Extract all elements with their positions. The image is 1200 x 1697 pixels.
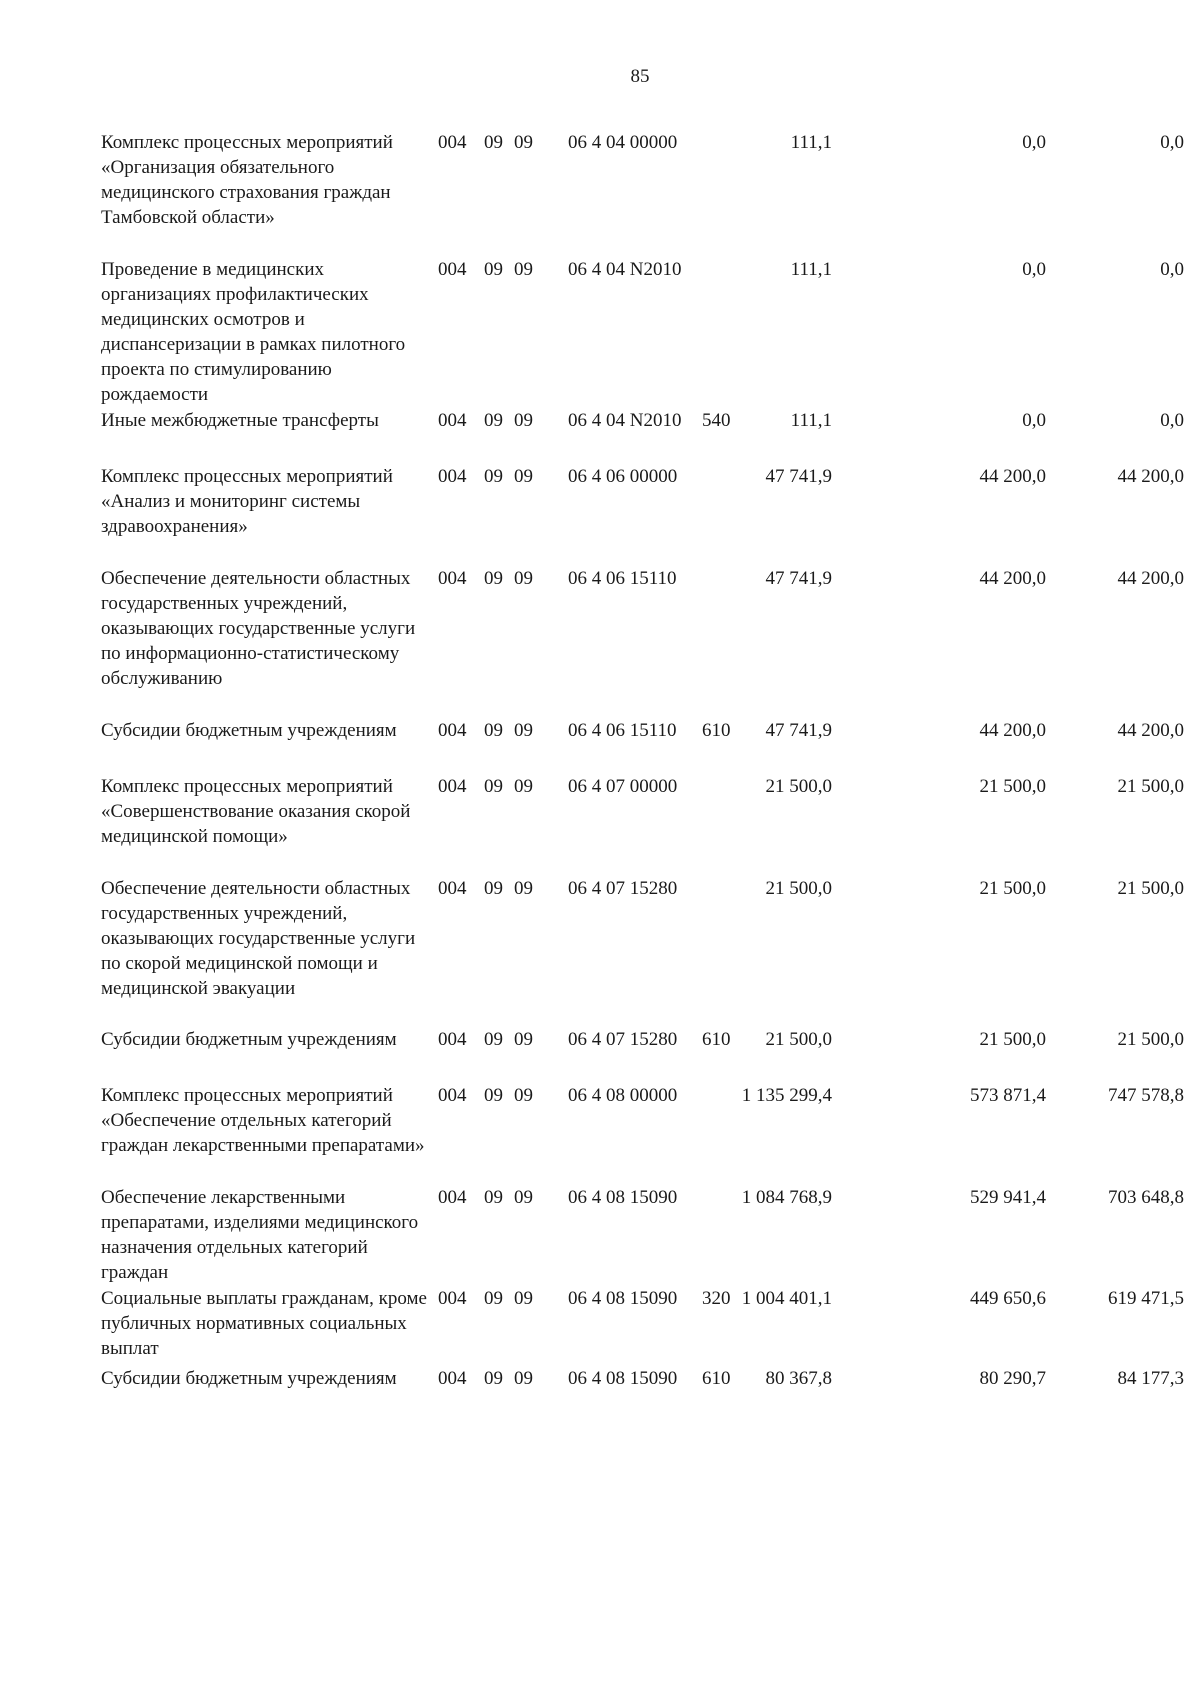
row-pr: 09 bbox=[514, 568, 533, 589]
row-rz: 09 bbox=[484, 878, 503, 899]
row-name: Социальные выплаты гражданам, кроме публичных нормативных социальных выплат bbox=[101, 1288, 427, 1359]
row-name: Субсидии бюджетным учреждениям bbox=[101, 720, 397, 741]
row-pr: 09 bbox=[514, 1288, 533, 1309]
row-rz: 09 bbox=[484, 1288, 503, 1309]
row-value-1: 111,1 bbox=[790, 132, 832, 153]
row-rz: 09 bbox=[484, 1029, 503, 1050]
row-gr: 004 bbox=[438, 466, 467, 487]
row-gr: 004 bbox=[438, 1085, 467, 1106]
row-pr: 09 bbox=[514, 132, 533, 153]
row-value-2: 21 500,0 bbox=[979, 776, 1046, 797]
row-vr: 540 bbox=[702, 410, 731, 431]
row-value-3: 44 200,0 bbox=[1117, 466, 1184, 487]
row-name: Комплекс процессных мероприятий «Обеспечение отдельных категорий граждан лекарственными препаратами» bbox=[101, 1085, 425, 1156]
row-pr: 09 bbox=[514, 410, 533, 431]
row-pr: 09 bbox=[514, 720, 533, 741]
row-value-2: 44 200,0 bbox=[979, 720, 1046, 741]
row-value-2: 449 650,6 bbox=[970, 1288, 1046, 1309]
row-value-3: 0,0 bbox=[1160, 410, 1184, 431]
row-rz: 09 bbox=[484, 466, 503, 487]
row-value-2: 0,0 bbox=[1022, 410, 1046, 431]
row-value-1: 111,1 bbox=[790, 410, 832, 431]
row-value-1: 21 500,0 bbox=[765, 776, 832, 797]
row-vr: 320 bbox=[702, 1288, 731, 1309]
row-name: Обеспечение деятельности областных государственных учреждений, оказывающих государственные услуги по скорой медицинской помощи и медицинской эвакуации bbox=[101, 878, 416, 999]
row-name: Субсидии бюджетным учреждениям bbox=[101, 1029, 397, 1050]
row-value-1: 1 135 299,4 bbox=[741, 1085, 832, 1106]
table-row bbox=[101, 1286, 1184, 1366]
table-row bbox=[101, 1366, 1184, 1422]
row-value-2: 44 200,0 bbox=[979, 568, 1046, 589]
row-value-2: 0,0 bbox=[1022, 132, 1046, 153]
row-rz: 09 bbox=[484, 259, 503, 280]
row-rz: 09 bbox=[484, 776, 503, 797]
row-value-3: 0,0 bbox=[1160, 132, 1184, 153]
row-cs: 06 4 08 15090 bbox=[568, 1288, 678, 1309]
row-gr: 004 bbox=[438, 1288, 467, 1309]
row-cs: 06 4 07 00000 bbox=[568, 776, 678, 797]
row-value-1: 47 741,9 bbox=[765, 466, 832, 487]
row-name: Проведение в медицинских организациях профилактических медицинских осмотров и диспансеризации в рамках пилотного проекта по стимулированию рождаемости bbox=[101, 259, 406, 405]
row-value-2: 0,0 bbox=[1022, 259, 1046, 280]
row-value-2: 80 290,7 bbox=[979, 1368, 1046, 1389]
row-value-1: 80 367,8 bbox=[765, 1368, 832, 1389]
row-name: Комплекс процессных мероприятий «Анализ и мониторинг системы здравоохранения» bbox=[101, 466, 393, 537]
row-pr: 09 bbox=[514, 1085, 533, 1106]
row-gr: 004 bbox=[438, 259, 467, 280]
table-row bbox=[101, 774, 1184, 876]
row-name: Комплекс процессных мероприятий «Организация обязательного медицинского страхования граждан Тамбовской области» bbox=[101, 132, 393, 228]
row-value-3: 21 500,0 bbox=[1117, 776, 1184, 797]
table-row bbox=[101, 1027, 1184, 1083]
row-value-2: 529 941,4 bbox=[970, 1187, 1046, 1208]
row-name: Обеспечение лекарственными препаратами, изделиями медицинского назначения отдельных категорий граждан bbox=[101, 1187, 419, 1283]
row-value-2: 21 500,0 bbox=[979, 1029, 1046, 1050]
row-vr: 610 bbox=[702, 720, 731, 741]
row-vr: 610 bbox=[702, 1029, 731, 1050]
row-gr: 004 bbox=[438, 410, 467, 431]
row-rz: 09 bbox=[484, 1085, 503, 1106]
row-cs: 06 4 06 15110 bbox=[568, 568, 677, 589]
row-name: Комплекс процессных мероприятий «Совершенствование оказания скорой медицинской помощи» bbox=[101, 776, 411, 847]
table-row bbox=[101, 566, 1184, 718]
table-row bbox=[101, 1185, 1184, 1286]
row-value-3: 703 648,8 bbox=[1108, 1187, 1184, 1208]
row-rz: 09 bbox=[484, 1368, 503, 1389]
row-cs: 06 4 07 15280 bbox=[568, 878, 678, 899]
row-cs: 06 4 07 15280 bbox=[568, 1029, 678, 1050]
row-cs: 06 4 08 15090 bbox=[568, 1368, 678, 1389]
page-number: 85 bbox=[630, 66, 650, 87]
budget-table bbox=[101, 130, 1184, 1422]
row-value-3: 44 200,0 bbox=[1117, 568, 1184, 589]
row-vr: 610 bbox=[702, 1368, 731, 1389]
row-value-2: 21 500,0 bbox=[979, 878, 1046, 899]
row-rz: 09 bbox=[484, 410, 503, 431]
row-name: Иные межбюджетные трансферты bbox=[101, 410, 379, 431]
row-value-1: 47 741,9 bbox=[765, 568, 832, 589]
row-gr: 004 bbox=[438, 1368, 467, 1389]
row-value-3: 0,0 bbox=[1160, 259, 1184, 280]
row-value-2: 573 871,4 bbox=[970, 1085, 1046, 1106]
row-value-3: 21 500,0 bbox=[1117, 878, 1184, 899]
row-value-3: 619 471,5 bbox=[1108, 1288, 1184, 1309]
row-value-2: 44 200,0 bbox=[979, 466, 1046, 487]
row-value-3: 747 578,8 bbox=[1108, 1085, 1184, 1106]
row-cs: 06 4 04 N2010 bbox=[568, 259, 682, 280]
row-pr: 09 bbox=[514, 1368, 533, 1389]
row-cs: 06 4 06 00000 bbox=[568, 466, 678, 487]
row-gr: 004 bbox=[438, 132, 467, 153]
row-value-1: 111,1 bbox=[790, 259, 832, 280]
row-name: Субсидии бюджетным учреждениям bbox=[101, 1368, 397, 1389]
table-row bbox=[101, 718, 1184, 774]
row-value-1: 21 500,0 bbox=[765, 1029, 832, 1050]
table-row bbox=[101, 257, 1184, 408]
row-pr: 09 bbox=[514, 1187, 533, 1208]
table-row bbox=[101, 464, 1184, 566]
row-name: Обеспечение деятельности областных государственных учреждений, оказывающих государственные услуги по информационно-статистическому обслуживанию bbox=[101, 568, 416, 689]
row-cs: 06 4 08 15090 bbox=[568, 1187, 678, 1208]
row-gr: 004 bbox=[438, 568, 467, 589]
row-gr: 004 bbox=[438, 1029, 467, 1050]
row-pr: 09 bbox=[514, 1029, 533, 1050]
row-pr: 09 bbox=[514, 878, 533, 899]
row-rz: 09 bbox=[484, 568, 503, 589]
row-pr: 09 bbox=[514, 776, 533, 797]
row-pr: 09 bbox=[514, 259, 533, 280]
row-gr: 004 bbox=[438, 720, 467, 741]
row-rz: 09 bbox=[484, 720, 503, 741]
row-value-1: 21 500,0 bbox=[765, 878, 832, 899]
row-value-3: 21 500,0 bbox=[1117, 1029, 1184, 1050]
row-pr: 09 bbox=[514, 466, 533, 487]
row-rz: 09 bbox=[484, 1187, 503, 1208]
row-value-1: 47 741,9 bbox=[765, 720, 832, 741]
row-cs: 06 4 04 00000 bbox=[568, 132, 678, 153]
row-cs: 06 4 04 N2010 bbox=[568, 410, 682, 431]
row-cs: 06 4 08 00000 bbox=[568, 1085, 678, 1106]
row-value-3: 44 200,0 bbox=[1117, 720, 1184, 741]
table-row bbox=[101, 1083, 1184, 1185]
row-gr: 004 bbox=[438, 1187, 467, 1208]
table-row bbox=[101, 876, 1184, 1027]
row-gr: 004 bbox=[438, 776, 467, 797]
row-value-3: 84 177,3 bbox=[1117, 1368, 1184, 1389]
row-value-1: 1 004 401,1 bbox=[741, 1288, 832, 1309]
table-row bbox=[101, 408, 1184, 464]
row-value-1: 1 084 768,9 bbox=[741, 1187, 832, 1208]
row-gr: 004 bbox=[438, 878, 467, 899]
row-rz: 09 bbox=[484, 132, 503, 153]
row-cs: 06 4 06 15110 bbox=[568, 720, 677, 741]
table-row bbox=[101, 130, 1184, 257]
